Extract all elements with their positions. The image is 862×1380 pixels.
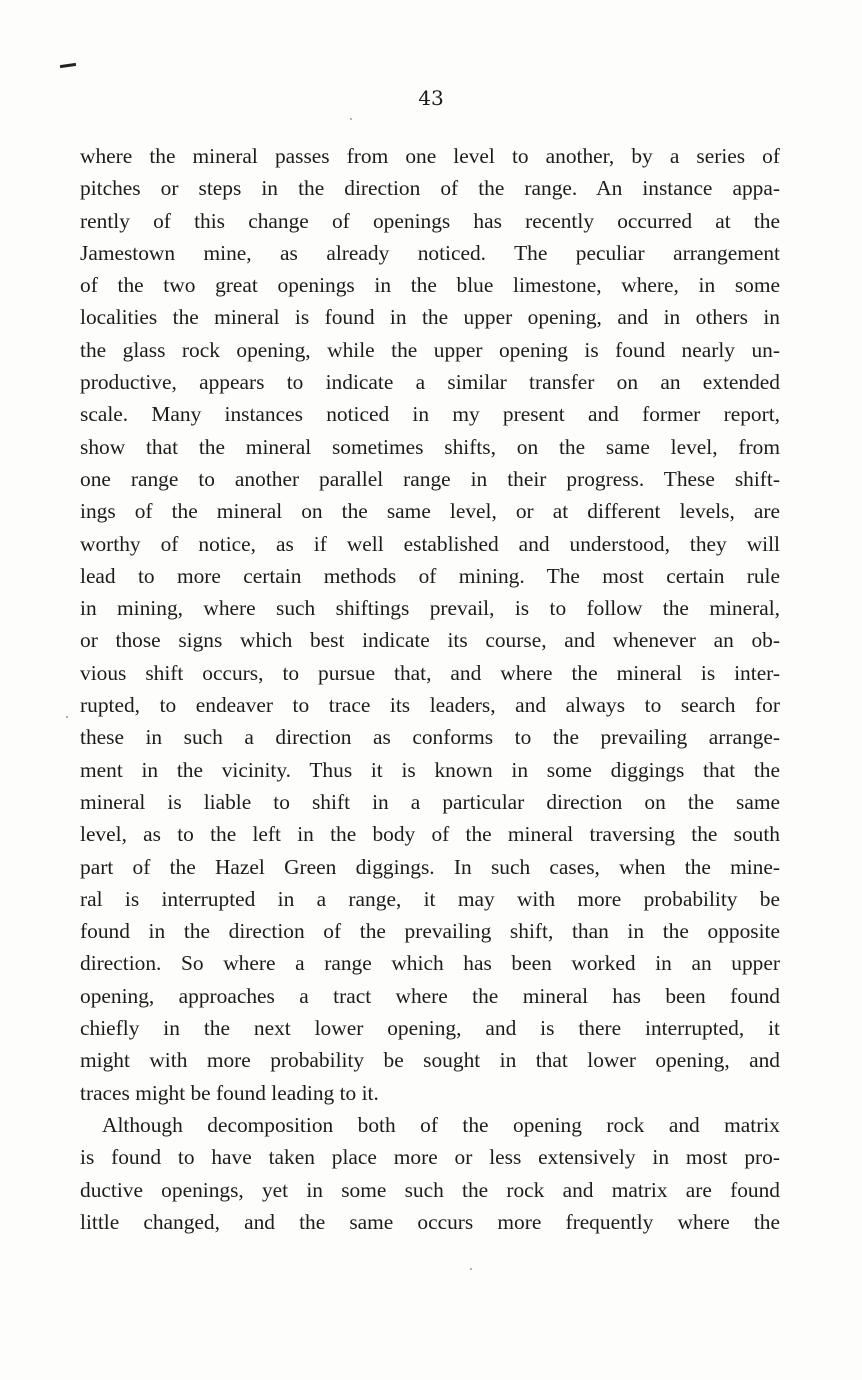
paragraph-2	[80, 1109, 780, 1238]
text-line: show that the mineral sometimes shifts, on the same level, from	[80, 434, 780, 459]
text-line: rently of this change of openings has recently occurred at the	[80, 208, 780, 233]
text-line: these in such a direction as conforms to the prevailing arrange-	[80, 725, 780, 750]
text-line: traces might be found leading to it.	[80, 1080, 379, 1105]
text-line: in mining, where such shiftings prevail, is to follow the mineral,	[80, 596, 780, 621]
text-line: chiefly in the next lower opening, and is there interrupted, it	[80, 1016, 780, 1041]
text-line: Although decomposition both of the opening rock and matrix	[102, 1112, 780, 1137]
paper-speck	[350, 118, 352, 120]
margin-mark	[60, 63, 76, 68]
text-line: ral is interrupted in a range, it may with more probability be	[80, 886, 780, 911]
text-line: direction. So where a range which has been worked in an upper	[80, 951, 780, 976]
text-line: is found to have taken place more or less extensively in most pro-	[80, 1145, 780, 1170]
text-line: vious shift occurs, to pursue that, and where the mineral is inter-	[80, 660, 780, 685]
text-line: pitches or steps in the direction of the range. An instance appa-	[80, 176, 780, 201]
text-line: productive, appears to indicate a similar transfer on an extended	[80, 370, 780, 395]
text-line: little changed, and the same occurs more frequently where the	[80, 1209, 780, 1234]
text-line: worthy of notice, as if well established and understood, they will	[80, 531, 780, 556]
paper-speck	[470, 1268, 472, 1270]
paper-speck	[66, 716, 68, 718]
page-number: 43	[418, 86, 444, 110]
text-line: Jamestown mine, as already noticed. The peculiar arrangement	[80, 240, 780, 265]
text-line: opening, approaches a tract where the mineral has been found	[80, 983, 780, 1008]
text-line: rupted, to endeaver to trace its leaders, and always to search for	[80, 693, 780, 718]
text-line: might with more probability be sought in that lower opening, and	[80, 1048, 780, 1073]
text-line: scale. Many instances noticed in my present and former report,	[80, 402, 780, 427]
text-line: lead to more certain methods of mining. The most certain rule	[80, 563, 780, 588]
paragraph-1	[80, 140, 780, 1109]
text-line: of the two great openings in the blue limestone, where, in some	[80, 273, 780, 298]
body-text	[80, 140, 780, 1238]
text-line: ings of the mineral on the same level, or at different levels, are	[80, 499, 780, 524]
text-line: where the mineral passes from one level to another, by a series of	[80, 144, 780, 168]
text-line: localities the mineral is found in the upper opening, and in others in	[80, 305, 780, 330]
text-line: or those signs which best indicate its course, and whenever an ob-	[80, 628, 780, 653]
text-line: ductive openings, yet in some such the rock and matrix are found	[80, 1177, 780, 1202]
text-line: ment in the vicinity. Thus it is known in some diggings that the	[80, 757, 780, 782]
text-line: found in the direction of the prevailing shift, than in the opposite	[80, 919, 780, 944]
text-line: part of the Hazel Green diggings. In such cases, when the mine-	[80, 854, 780, 879]
text-line: mineral is liable to shift in a particular direction on the same	[80, 789, 780, 814]
text-line: level, as to the left in the body of the mineral traversing the south	[80, 822, 780, 847]
text-line: the glass rock opening, while the upper opening is found nearly un-	[80, 337, 780, 362]
text-line: one range to another parallel range in their progress. These shift-	[80, 466, 780, 491]
